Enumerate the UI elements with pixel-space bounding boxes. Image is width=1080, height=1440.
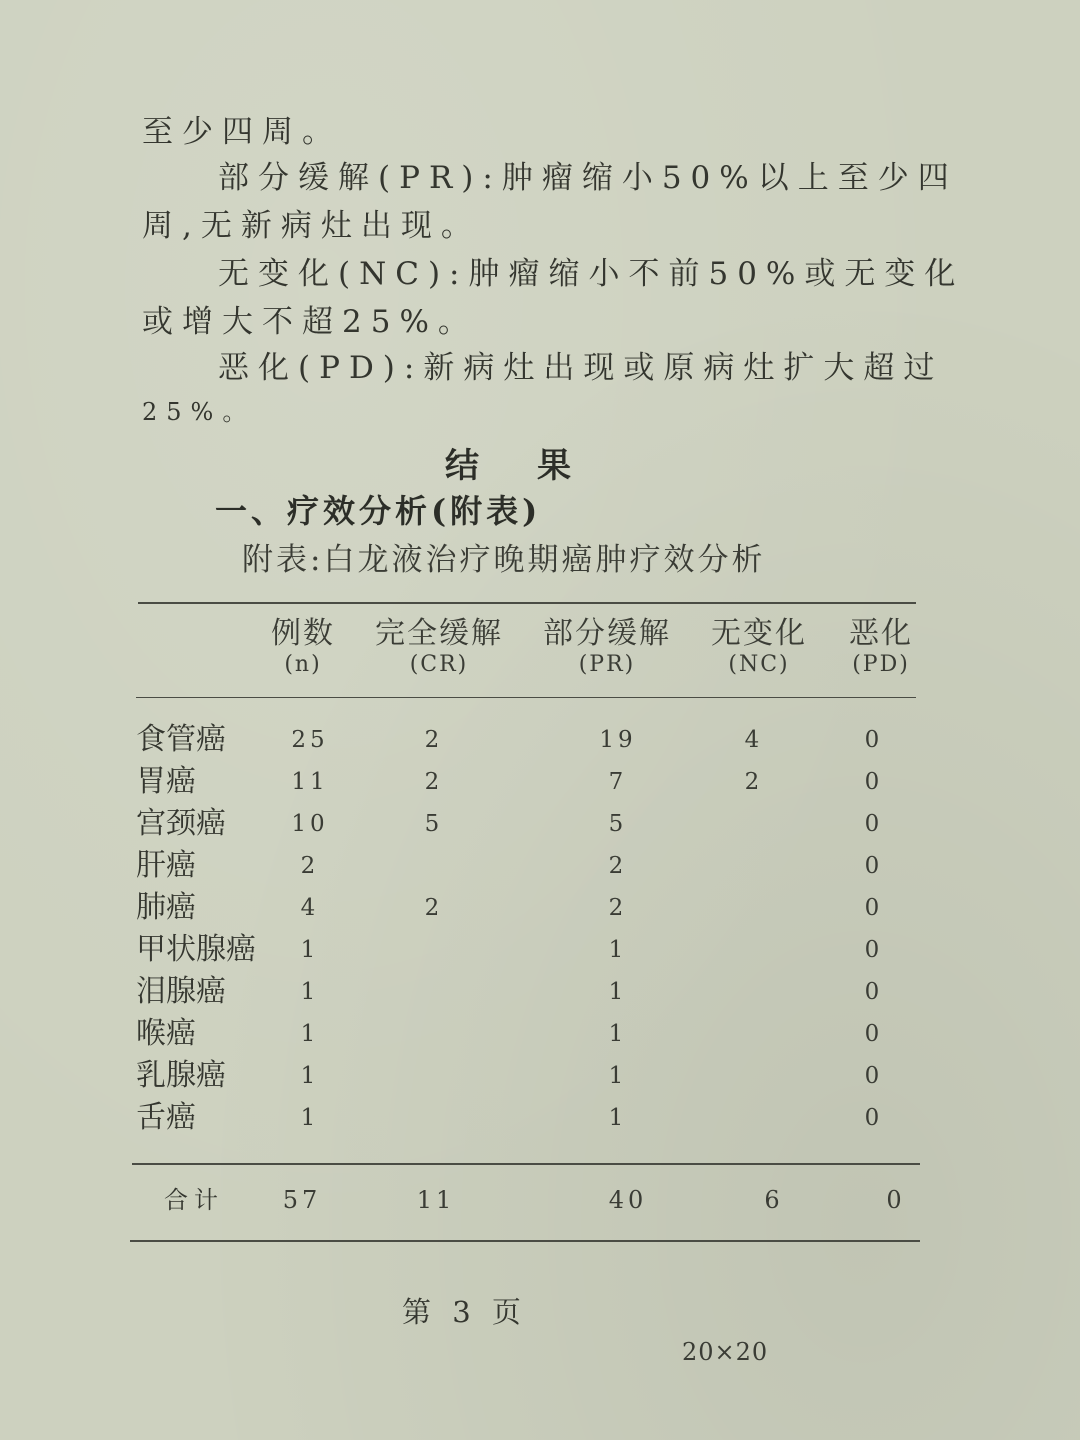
total-pr: 40 — [608, 1186, 648, 1214]
count-nc: 4 — [744, 727, 764, 753]
column-header-abbr: (PR) — [578, 652, 636, 677]
total-cr: 11 — [416, 1186, 456, 1214]
cancer-type: 食管癌 — [136, 722, 226, 757]
count-n: 1 — [300, 937, 320, 963]
page-number: 第 3 页 — [402, 1295, 527, 1329]
total-n: 57 — [282, 1186, 322, 1214]
count-pr: 5 — [608, 811, 628, 837]
table-row — [0, 804, 1080, 846]
column-header-abbr: (n) — [284, 652, 322, 677]
cancer-type: 肝癌 — [136, 848, 196, 883]
total-pd: 0 — [886, 1186, 906, 1214]
table-row — [0, 888, 1080, 930]
section-title: 结果 — [445, 446, 629, 486]
cancer-type: 喉癌 — [136, 1016, 196, 1051]
count-n: 1 — [300, 1021, 320, 1047]
count-pd: 0 — [864, 1105, 884, 1131]
count-nc: 2 — [744, 769, 764, 795]
column-header-nc — [705, 616, 813, 678]
cancer-type: 舌癌 — [136, 1100, 196, 1135]
count-n: 1 — [300, 979, 320, 1005]
count-pd: 0 — [864, 937, 884, 963]
cancer-type: 乳腺癌 — [136, 1058, 226, 1093]
count-n: 10 — [291, 811, 329, 837]
body-line-1: 至少四周。 — [142, 114, 342, 150]
column-header-abbr: (NC) — [728, 652, 790, 677]
subsection-title: 一、疗效分析(附表) — [215, 492, 542, 530]
count-cr: 5 — [424, 811, 444, 837]
table-header-rule — [136, 697, 916, 698]
column-header-label: 恶化 — [849, 616, 913, 651]
count-cr: 2 — [424, 727, 444, 753]
count-pd: 0 — [864, 769, 884, 795]
count-pr: 19 — [599, 727, 637, 753]
total-label: 合计 — [164, 1186, 224, 1214]
count-pr: 1 — [608, 1063, 628, 1089]
body-line-2: 部分缓解(PR):肿瘤缩小50%以上至少四 — [218, 160, 958, 196]
count-pd: 0 — [864, 853, 884, 879]
table-caption: 附表:白龙液治疗晚期癌肿疗效分析 — [242, 542, 766, 578]
count-pr: 2 — [608, 895, 628, 921]
count-pd: 0 — [864, 895, 884, 921]
count-pr: 1 — [608, 937, 628, 963]
table-total-row — [0, 1180, 1080, 1222]
count-n: 1 — [300, 1105, 320, 1131]
count-n: 4 — [300, 895, 320, 921]
count-n: 25 — [291, 727, 329, 753]
total-nc: 6 — [764, 1186, 784, 1214]
column-header-label: 无变化 — [711, 616, 807, 651]
count-pd: 0 — [864, 811, 884, 837]
body-line-3: 周,无新病灶出现。 — [142, 208, 481, 244]
column-header-label: 完全缓解 — [375, 616, 503, 651]
body-line-4: 无变化(NC):肿瘤缩小不前50%或无变化 — [218, 256, 965, 292]
count-pr: 1 — [608, 1021, 628, 1047]
count-pd: 0 — [864, 1063, 884, 1089]
cancer-type: 甲状腺癌 — [136, 932, 256, 967]
table-row — [0, 762, 1080, 804]
column-header-abbr: (CR) — [409, 652, 469, 677]
cancer-type: 泪腺癌 — [136, 974, 226, 1009]
column-header-pr — [538, 616, 676, 678]
column-header-abbr: (PD) — [852, 652, 910, 677]
count-pr: 1 — [608, 1105, 628, 1131]
column-header-n — [265, 616, 341, 678]
table-row — [0, 972, 1080, 1014]
table-row — [0, 846, 1080, 888]
cancer-type: 胃癌 — [136, 764, 196, 799]
column-header-label: 部分缓解 — [543, 616, 671, 651]
count-n: 1 — [300, 1063, 320, 1089]
count-pr: 2 — [608, 853, 628, 879]
cancer-type: 宫颈癌 — [136, 806, 226, 841]
table-row — [0, 1014, 1080, 1056]
body-line-5: 或增大不超25%。 — [142, 304, 478, 340]
count-n: 11 — [291, 769, 329, 795]
column-header-cr — [370, 616, 508, 678]
table-row — [0, 720, 1080, 762]
table-top-rule — [138, 602, 916, 604]
count-cr: 2 — [424, 769, 444, 795]
count-pd: 0 — [864, 727, 884, 753]
count-pd: 0 — [864, 1021, 884, 1047]
count-pr: 1 — [608, 979, 628, 1005]
column-header-pd — [843, 616, 919, 678]
count-pd: 0 — [864, 979, 884, 1005]
body-line-7: 25%。 — [142, 398, 256, 426]
table-bottom-rule — [130, 1240, 920, 1242]
table-total-rule — [132, 1163, 920, 1165]
count-pr: 7 — [608, 769, 628, 795]
body-line-6: 恶化(PD):新病灶出现或原病灶扩大超过 — [218, 350, 944, 386]
table-row — [0, 1098, 1080, 1140]
column-header-label: 例数 — [271, 616, 335, 651]
grid-size-label: 20×20 — [682, 1338, 769, 1366]
table-row — [0, 930, 1080, 972]
count-cr: 2 — [424, 895, 444, 921]
count-n: 2 — [300, 853, 320, 879]
cancer-type: 肺癌 — [136, 890, 196, 925]
table-row — [0, 1056, 1080, 1098]
